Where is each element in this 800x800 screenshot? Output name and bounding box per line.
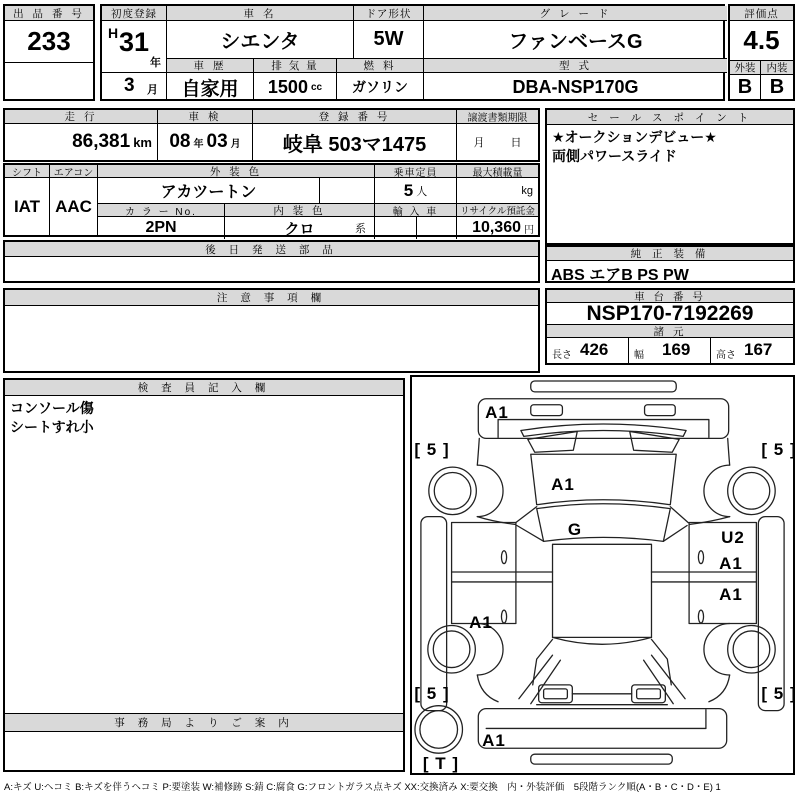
recycle-deposit-label: リサイクル預託金 [457, 204, 538, 217]
auction-number-empty [5, 63, 93, 99]
inspection-month: 03 [206, 131, 228, 152]
capacity-label: 乗車定員 [375, 165, 457, 178]
car-history-label: 車 歴 [167, 59, 254, 73]
transfer-docs-label: 譲渡書類期限 [457, 110, 538, 124]
length-label: 長さ [552, 350, 572, 361]
interior-color-suffix: 系 [355, 223, 366, 235]
mileage-label: 走 行 [5, 110, 158, 124]
sales-point-label: セ ー ル ス ポ イ ン ト [547, 110, 793, 125]
dimensions-label: 諸 元 [547, 325, 793, 338]
first-reg-month-cell [102, 73, 167, 101]
car-name-value: シエンタ [167, 21, 354, 59]
tire-rear-right-mark: [ 5 ] [761, 684, 797, 703]
interior-color-label: 内 装 色 [225, 204, 375, 217]
grade-value: ファンベースG [424, 21, 727, 59]
fuel-label: 燃 料 [337, 59, 424, 73]
score-label: 評価点 [730, 6, 793, 21]
length-value: 426 [580, 340, 609, 359]
inspection-year: 08 [169, 131, 191, 152]
door-shape-value: 5W [354, 21, 424, 59]
dimension-height-cell [711, 338, 793, 363]
first-reg-year-cell [102, 21, 167, 73]
interior-grade-label: 内装 [761, 61, 793, 75]
later-parts-value [5, 257, 538, 281]
width-value: 169 [662, 340, 691, 359]
fuel-value: ガソリン [337, 73, 424, 101]
color-no-label: カ ラ ー No. [98, 204, 225, 217]
shift-label: シフト [5, 165, 50, 178]
sales-point-line-2: 両側パワースライド [552, 148, 677, 164]
cautions-label: 注 意 事 項 欄 [5, 290, 538, 306]
height-label: 高さ [716, 350, 736, 361]
displacement-unit: cc [310, 81, 323, 93]
exterior-grade-value: B [730, 75, 761, 99]
car-diagram-box [410, 375, 795, 775]
car-name-label: 車 名 [167, 6, 354, 21]
shift-value: IAT [5, 178, 50, 235]
exterior-color-empty [320, 178, 375, 204]
inspector-note-line-2: シートすれ小 [10, 419, 94, 435]
cautions-value [5, 306, 538, 371]
inspection-year-unit: 年 [193, 138, 204, 150]
diagram-labels-layer [412, 377, 797, 773]
sales-point-box [545, 108, 795, 245]
transfer-docs-value [457, 124, 538, 160]
score-value: 4.5 [730, 21, 793, 61]
grade-left-rear-door: A1 [469, 613, 493, 632]
mileage-number: 86,381 [72, 131, 131, 152]
spare-tire-mark: [ T ] [422, 754, 460, 773]
inspection-label: 車 検 [158, 110, 253, 124]
dimension-width-cell [629, 338, 711, 363]
grade-windshield: G [567, 520, 583, 539]
office-notice-value [5, 732, 403, 770]
first-reg-label: 初度登録 [102, 6, 167, 21]
sales-point-content [547, 125, 793, 243]
imported-value-1 [375, 217, 417, 239]
interior-color-name: クロ [284, 220, 315, 238]
displacement-label: 排 気 量 [254, 59, 337, 73]
auction-number-label: 出 品 番 号 [5, 6, 93, 21]
model-code-label: 型 式 [424, 59, 727, 73]
displacement-value [254, 73, 337, 101]
grade-right-front-door: A1 [719, 554, 743, 573]
grade-right-rear-door: A1 [719, 585, 743, 604]
later-parts-box [3, 240, 540, 283]
exterior-grade-label: 外装 [730, 61, 761, 75]
aircon-value: AAC [50, 178, 98, 235]
top-table [100, 4, 725, 101]
auction-number-box [3, 4, 95, 101]
grade-label: グ レ ー ド [424, 6, 727, 21]
transfer-month-unit: 月 [473, 137, 485, 149]
auction-number-value: 233 [5, 21, 93, 63]
exterior-color-label: 外 装 色 [98, 165, 375, 178]
genuine-equipment-box [545, 245, 795, 283]
grade-hood: A1 [551, 475, 575, 494]
spec-table [3, 163, 540, 237]
grade-right-front-door-dent: U2 [721, 528, 745, 547]
first-reg-year: 31 [119, 27, 150, 57]
interior-color-value [225, 217, 375, 239]
score-box [728, 4, 795, 101]
first-reg-era: H [108, 25, 119, 41]
registration-table [3, 108, 540, 162]
capacity-unit: 人 [416, 185, 428, 198]
car-history-value: 自家用 [167, 73, 254, 101]
recycle-deposit-number: 10,360 [472, 219, 521, 236]
inspection-value [158, 124, 253, 160]
door-shape-label: ドア形状 [354, 6, 424, 21]
dimension-length-cell [547, 338, 629, 363]
first-reg-month-unit: 月 [147, 84, 158, 96]
inspector-notes-content [5, 396, 403, 713]
chassis-box [545, 288, 795, 365]
interior-grade-value: B [769, 75, 785, 98]
mileage-unit: km [133, 134, 152, 150]
chassis-no-value: NSP170-7192269 [547, 303, 793, 325]
inspector-box [3, 378, 405, 772]
imported-label: 輸 入 車 [375, 204, 457, 217]
genuine-equipment-label: 純 正 装 備 [547, 247, 793, 261]
color-no-value: 2PN [98, 217, 225, 239]
plate-no-label: 登 録 番 号 [253, 110, 457, 124]
grade-rear-bumper: A1 [482, 731, 506, 750]
first-reg-month: 3 [124, 75, 135, 96]
recycle-deposit-unit: 円 [524, 224, 534, 236]
inspector-notes-label: 検 査 員 記 入 欄 [5, 380, 403, 396]
later-parts-label: 後 日 発 送 部 品 [5, 242, 538, 257]
transfer-day-unit: 日 [510, 137, 522, 149]
office-notice-label: 事 務 局 よ り ご 案 内 [5, 713, 403, 732]
imported-value-2 [417, 217, 457, 239]
inspection-month-unit: 月 [230, 138, 241, 150]
genuine-equipment-value: ABS エアB PS PW [551, 267, 689, 281]
legend-text: A:キズ U:ヘコミ B:キズを伴うヘコミ P:要塗装 W:補修跡 S:錆 C:腐食 G:フロントガラス点キズ XX:交換済み X:要交換 内・外装評価 5段階ランク順(A・B・C・D・E) 1 [4, 782, 721, 793]
chassis-no-label: 車 台 番 号 [547, 290, 793, 303]
sales-point-line-1: ★オークションデビュー★ [552, 129, 717, 145]
capacity-value [375, 178, 457, 204]
width-label: 幅 [634, 350, 644, 361]
grade-front-bumper: A1 [485, 403, 509, 422]
displacement-number: 1500 [267, 76, 308, 97]
inspector-note-line-1: コンソール傷 [10, 400, 94, 416]
capacity-number: 5 [403, 180, 414, 200]
tire-front-right-mark: [ 5 ] [761, 440, 797, 459]
plate-no-value: 岐阜 503マ1475 [253, 124, 457, 160]
cautions-box [3, 288, 540, 373]
aircon-label: エアコン [50, 165, 98, 178]
exterior-color-value: アカツートン [98, 178, 320, 204]
tire-rear-left-mark: [ 5 ] [414, 684, 450, 703]
max-load-value [457, 178, 538, 204]
max-load-unit: kg [521, 184, 533, 197]
max-load-label: 最大積載量 [457, 165, 538, 178]
mileage-value [5, 124, 158, 160]
tire-front-left-mark: [ 5 ] [414, 440, 450, 459]
model-code-value: DBA-NSP170G [512, 76, 639, 97]
recycle-deposit-value [457, 217, 538, 239]
first-reg-year-unit: 年 [150, 57, 161, 69]
height-value: 167 [744, 340, 773, 359]
